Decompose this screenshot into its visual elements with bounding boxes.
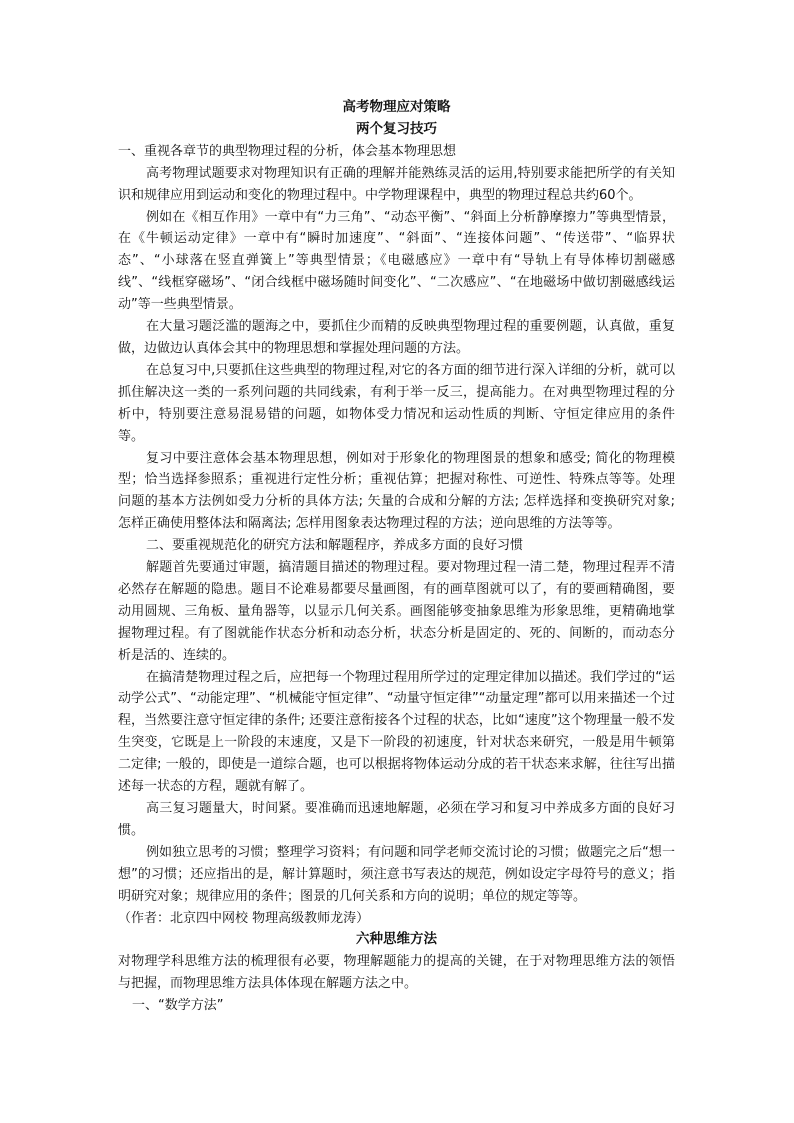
document-title: 高考物理应对策略 xyxy=(342,99,451,115)
author-note: （作者：北京四中网校 物理高级教师龙涛） xyxy=(118,910,370,926)
section-heading-1: 一、重视各章节的典型物理过程的分析，体会基本物理思想 xyxy=(118,143,457,159)
list-item-math-method: 一、“数学方法” xyxy=(132,998,224,1014)
paragraph: 高考物理试题要求对物理知识有正确的理解并能熟练灵活的运用,特别要求能把所学的有关知识和规律应用到运动和变化的物理过程中。中学物理课程中，典型的物理过程总共约60个。 xyxy=(118,165,675,203)
paragraph: 对物理学科思维方法的梳理很有必要，物理解题能力的提高的关键，在于对物理思维方法的领悟与把握，而物理思维方法具体体现在解题方法之中。 xyxy=(118,954,675,992)
paragraph: 高三复习题量大，时间紧。要准确而迅速地解题，必须在学习和复习中养成多方面的良好习惯。 xyxy=(118,801,675,838)
paragraph: 在总复习中,只要抓住这些典型的物理过程,对它的各方面的细节进行深入详细的分析，就可以抓住解决这一类的一系列问题的共同线索，有利于举一反三，提高能力。在对典型物理过程的分析中，特别要注意易混易错的问题，如物体受力情况和运动性质的判断、守恒定律应用的条件等。 xyxy=(118,362,675,444)
paragraph: 例如独立思考的习惯；整理学习资料；有问题和同学老师交流讨论的习惯；做题完之后“想一想”的习惯；还应指出的是，解计算题时，须注意书写表达的规范，例如设定字母符号的意义；指明研究对象；规律应用的条件；图景的几何关系和方向的说明；单位的规定等等。 xyxy=(118,844,675,904)
paragraph: 在搞清楚物理过程之后，应把每一个物理过程用所学过的定理定律加以描述。我们学过的“运动学公式”、“动能定理”、“机械能守恒定律”、“动量守恒定律”“动量定理”都可以用来描述一个过程，当然要注意守恒定律的条件; 还要注意衔接各个过程的状态，比如“速度”这个物理量一般不发生突变，它既是上一阶段的末速度，又是下一阶段的初速度，针对状态来研究，一般是用牛顿第二定律; 一般的，即使是一道综合题，也可以根据将物体运动分成的若干状态来求解，往往写出描述每一状态的方程，题就有解了。 xyxy=(118,669,675,795)
subtitle-thinking-methods: 六种思维方法 xyxy=(356,931,437,948)
section-heading-2: 二、要重视规范化的研究方法和解题程序，养成多方面的良好习惯 xyxy=(146,538,524,554)
document-page xyxy=(118,97,675,1017)
paragraph: 解题首先要通过审题，搞清题目描述的物理过程。要对物理过程一清二楚，物理过程弄不清必然存在解题的隐患。题目不论难易都要尽量画图，有的画草图就可以了，有的要画精确图，要动用圆规、三角板、量角器等，以显示几何关系。画图能够变抽象思维为形象思维，更精确地掌握物理过程。有了图就能作状态分析和动态分析，状态分析是固定的、死的、间断的，而动态分析是活的、连续的。 xyxy=(118,560,675,663)
paragraph: 复习中要注意体会基本物理思想，例如对于形象化的物理图景的想象和感受; 简化的物理模型；恰当选择参照系；重视进行定性分析；重视估算；把握对称性、可逆性、特殊点等等。处理问题的基本方法例如受力分析的具体方法; 矢量的合成和分解的方法; 怎样选择和变换研究对象; 怎样正确使用整体法和隔离法; 怎样用图象表达物理过程的方法；逆向思维的方法等等。 xyxy=(118,450,675,532)
paragraph: 在大量习题泛滥的题海之中，要抓住少而精的反映典型物理过程的重要例题，认真做，重复做，边做边认真体会其中的物理思想和掌握处理问题的方法。 xyxy=(118,319,675,356)
paragraph: 例如在《相互作用》一章中有“力三角”、“动态平衡”、“斜面上分析静摩擦力”等典型情景，在《牛顿运动定律》一章中有“瞬时加速度”、“斜面”、“连接体问题”、“传送带”、“临界状态”、“小球落在竖直弹簧上”等典型情景；《电磁感应》一章中有“导轨上有导体棒切割磁感线”、“线框穿磁场”、“闭合线框中磁场随时间变化”、“二次感应”、“在地磁场中做切割磁感线运动”等一些典型情景。 xyxy=(118,209,675,313)
subtitle-review-tips: 两个复习技巧 xyxy=(356,120,437,137)
